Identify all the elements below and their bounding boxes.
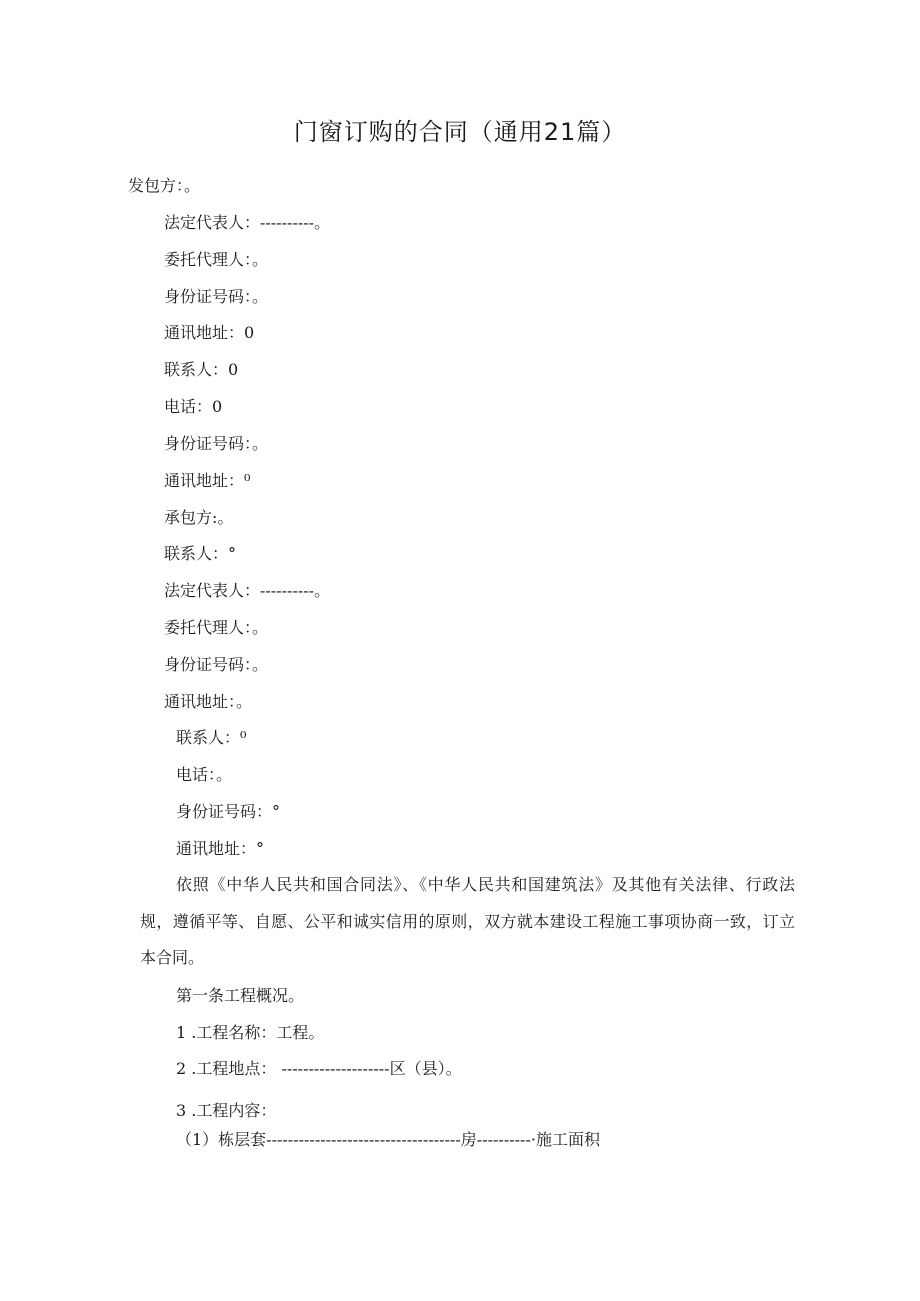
employer-legal-rep-line: 法定代表人：----------。 <box>164 213 331 232</box>
employer-address-line: 通讯地址：0 <box>164 323 255 342</box>
employer-id-number-line-2: 身份证号码：。 <box>164 434 269 453</box>
contractor-address-line-2: 通讯地址：° <box>176 839 265 858</box>
project-location-item: 2 .工程地点： --------------------区（县）。 <box>176 1059 462 1078</box>
employer-line: 发包方：。 <box>128 176 201 195</box>
project-content-item: 3 .工程内容： <box>176 1101 277 1120</box>
employer-phone-line: 电话：0 <box>164 397 223 416</box>
project-name-item: 1 .工程名称：工程。 <box>176 1023 325 1042</box>
contractor-address-line: 通讯地址：。 <box>164 692 253 711</box>
contractor-phone-line: 电话：。 <box>176 765 233 784</box>
employer-address-line-2: 通讯地址：⁰ <box>164 471 251 490</box>
contractor-contact-line: 联系人：° <box>164 544 237 563</box>
contractor-agent-line: 委托代理人：。 <box>164 618 269 637</box>
building-details-item: （1）栋层套------------------------------------房----------·施工面积 <box>176 1130 600 1149</box>
contractor-legal-rep-line: 法定代表人：----------。 <box>164 581 331 600</box>
contractor-contact-line-2: 联系人：⁰ <box>176 728 247 747</box>
employer-contact-line: 联系人：0 <box>164 360 239 379</box>
contractor-id-number-line-2: 身份证号码：° <box>176 802 281 821</box>
document-title: 门窗订购的合同（通用21篇） <box>293 118 627 146</box>
employer-agent-line: 委托代理人：。 <box>164 250 269 269</box>
preamble-paragraph: 依照《中华人民共和国合同法》、《中华人民共和国建筑法》及其他有关法律、行政法规，遵循平等、自愿、公平和诚实信用的原则，双方就本建设工程施工事项协商一致，订立本合同。 <box>140 875 795 967</box>
contractor-id-number-line: 身份证号码：。 <box>164 655 269 674</box>
article-heading: 第一条工程概况。 <box>176 986 305 1005</box>
contractor-line: 承包方:。 <box>164 508 234 527</box>
employer-id-number-line: 身份证号码：。 <box>164 287 269 306</box>
